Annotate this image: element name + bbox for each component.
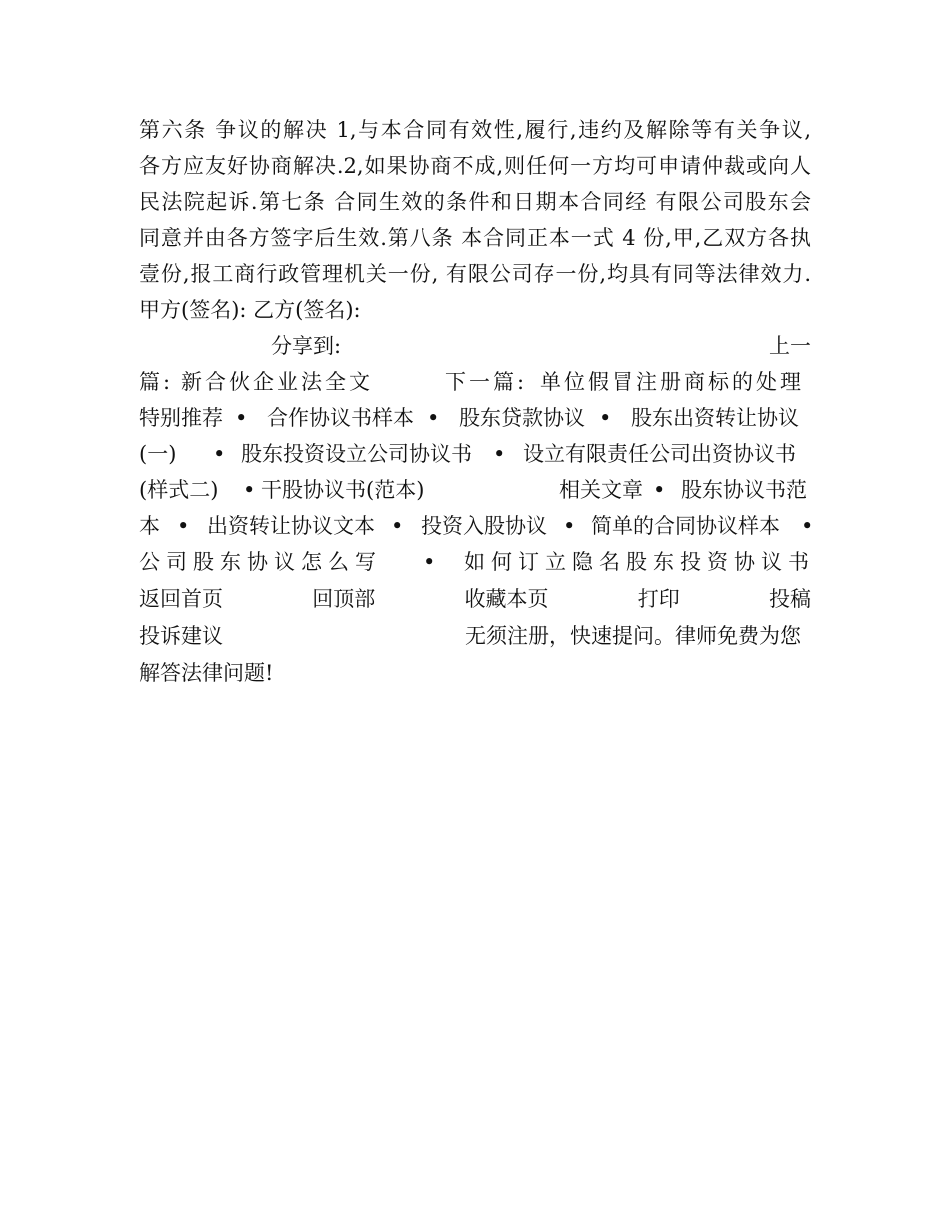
paragraph-line: 各方应友好协商解决.2,如果协商不成,则任何一方均可申请仲裁或向人 [139, 154, 811, 178]
bullet: • [653, 478, 666, 502]
related-label: 相关文章 [559, 478, 643, 502]
recommend-link[interactable]: 股东贷款协议 [459, 406, 585, 430]
back-to-top-link[interactable]: 回顶部 [312, 587, 376, 611]
bullet: • [213, 442, 226, 466]
recommend-link[interactable]: 合作协议书样本 [267, 406, 414, 430]
related-link[interactable]: 如何订立隐名股东投资协议书 [464, 550, 815, 574]
recommend-link-cont[interactable]: (一) [139, 442, 177, 466]
promo-row [139, 655, 811, 691]
related-link[interactable]: 简单的合同协议样本 [591, 514, 780, 538]
related-row-1 [139, 508, 814, 544]
paragraph-line: 民法院起诉.第七条 合同生效的条件和日期本合同经 有限公司股东会 [139, 190, 811, 214]
recommend-row-1 [139, 400, 811, 436]
related-row-2 [139, 544, 815, 580]
signature-line: 甲方(签名): 乙方(签名): [139, 298, 361, 322]
bullet: • [423, 550, 442, 574]
recommend-label: 特别推荐 [139, 406, 223, 430]
article-nav-row [139, 364, 811, 400]
bullet: • [563, 514, 576, 538]
related-link-cont[interactable]: 本 [139, 514, 160, 538]
submit-article-link[interactable]: 投稿 [769, 587, 811, 611]
prev-article-label[interactable]: 上一 [769, 334, 811, 358]
prev-article-link[interactable]: 新合伙企业法全文 [181, 370, 373, 394]
paragraph-line: 第六条 争议的解决 1,与本合同有效性,履行,违约及解除等有关争议, [139, 118, 811, 142]
next-article-label: 下一篇: [445, 370, 528, 394]
related-link[interactable]: 出资转让协议文本 [207, 514, 375, 538]
complaint-link[interactable]: 投诉建议 [139, 624, 223, 648]
share-label: 分享到: [271, 334, 342, 358]
bullet: • [177, 514, 190, 538]
bullet: • [493, 442, 506, 466]
print-link[interactable]: 打印 [637, 587, 680, 611]
bullet: • [235, 406, 248, 430]
recommend-link[interactable]: 干股协议书(范本) [261, 478, 425, 502]
recommend-row-2 [139, 436, 811, 472]
related-link[interactable]: 股东协议书范 [681, 478, 807, 502]
recommend-link[interactable]: 股东出资转让协议 [631, 406, 799, 430]
next-article-link[interactable]: 单位假冒注册商标的处理 [540, 370, 804, 394]
related-link[interactable]: 投资入股协议 [421, 514, 547, 538]
bookmark-link[interactable]: 收藏本页 [464, 587, 549, 611]
recommend-link-cont[interactable]: (样式二) [139, 478, 219, 502]
recommend-row-3 [139, 472, 811, 508]
related-link[interactable]: 公司股东协议怎么写 [139, 550, 382, 574]
share-row [139, 328, 811, 364]
home-link[interactable]: 返回首页 [139, 587, 223, 611]
footer-links [139, 581, 811, 617]
paragraph-line: 同意并由各方签字后生效.第八条 本合同正本一式 4 份,甲,乙双方各执 [139, 226, 811, 250]
bullet: • [243, 478, 256, 502]
bullet: • [391, 514, 404, 538]
paragraph-line: 壹份,报工商行政管理机关一份, 有限公司存一份,均具有同等法律效力. [139, 262, 811, 286]
ask-lawyer-link[interactable]: 无须注册，快速提问。律师免费为您 [465, 624, 801, 648]
bullet: • [801, 514, 814, 538]
bullet: • [599, 406, 612, 430]
bullet: • [427, 406, 440, 430]
recommend-link[interactable]: 股东投资设立公司协议书 [241, 442, 472, 466]
ask-lawyer-link-cont[interactable]: 解答法律问题! [139, 661, 274, 685]
complaint-row [139, 618, 811, 654]
prev-article-label-cont: 篇: [139, 370, 174, 394]
recommend-link[interactable]: 设立有限责任公司出资协议书 [523, 442, 796, 466]
